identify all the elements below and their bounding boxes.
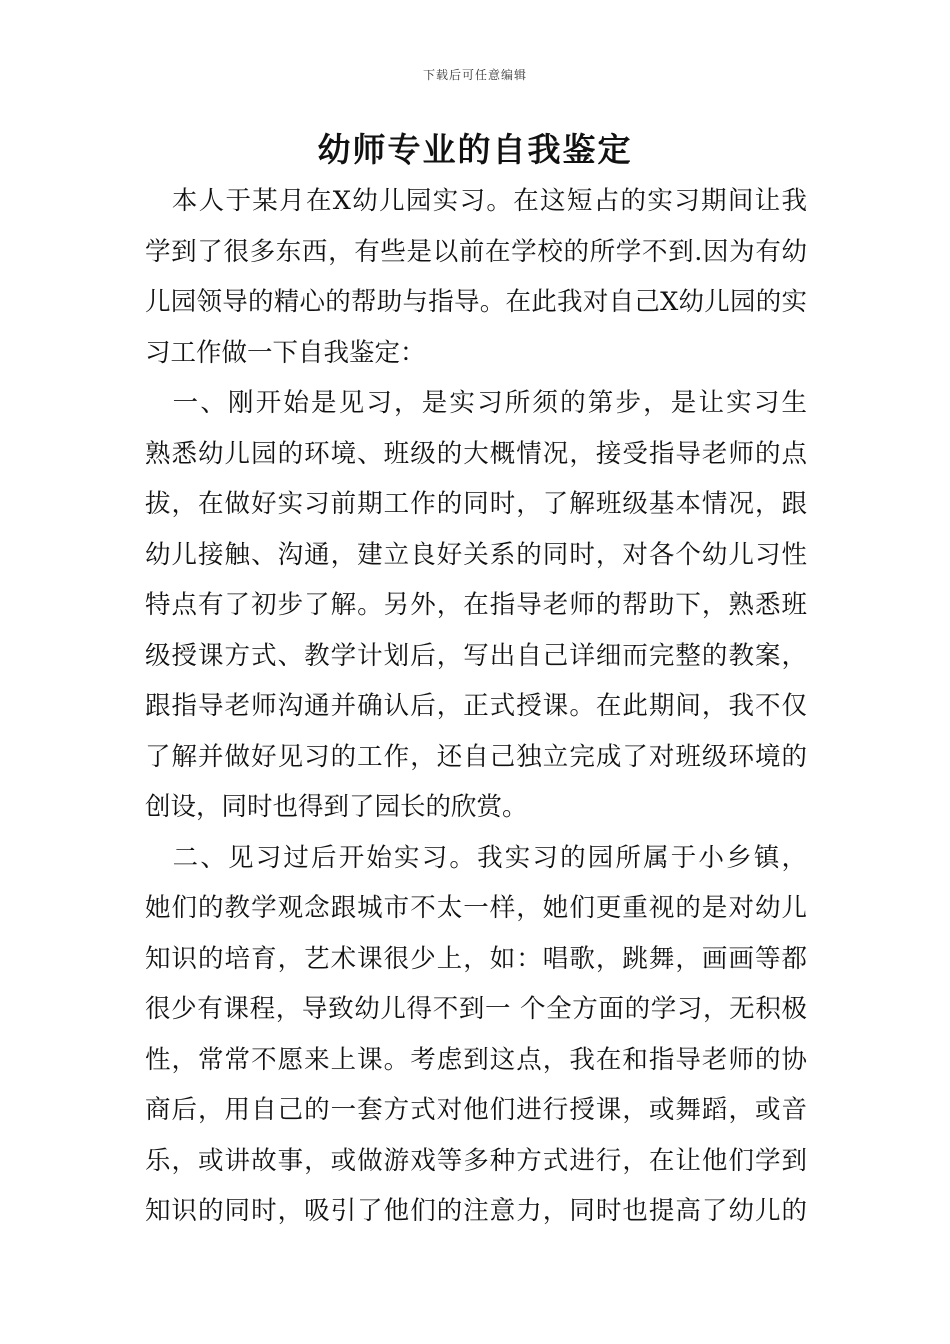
page-title: 幼师专业的自我鉴定 [317, 130, 633, 169]
text-line: 很少有课程，导致幼儿得不到一 个全方面的学习，无积极 [145, 994, 807, 1024]
text-line: 学到了很多东西，有些是以前在学校的所学不到.因为有幼 [145, 236, 807, 267]
text-line: 了解并做好见习的工作，还自己独立完成了对班级环境的 [145, 741, 807, 772]
text-line: 二、见习过后开始实习。我实习的园所属于小乡镇， [145, 842, 807, 873]
text-line: 跟指导老师沟通并确认后，正式授课。在此期间，我不仅 [145, 691, 807, 721]
text-line: 熟悉幼儿园的环境、班级的大概情况，接受指导老师的点 [145, 438, 807, 469]
text-line: 习工作做一下自我鉴定： [145, 337, 426, 368]
paragraph-3 [145, 833, 807, 1237]
text-line: 一、刚开始是见习，是实习所须的第步，是让实习生 [145, 388, 807, 418]
text-line: 创设，同时也得到了园长的欣赏。 [145, 792, 528, 822]
text-line: 特点有了初步了解。另外，在指导老师的帮助下，熟悉班 [145, 590, 807, 620]
text-line: 知识的同时，吸引了他们的注意力，同时也提高了幼儿的 [145, 1196, 807, 1226]
text-line: 乐，或讲故事，或做游戏等多种方式进行，在让他们学到 [145, 1145, 807, 1176]
text-line: 幼儿接触、沟通，建立良好关系的同时，对各个幼儿习性 [145, 539, 807, 570]
text-line: 她们的教学观念跟城市不太一样，她们更重视的是对幼儿 [145, 893, 807, 923]
paragraph-1 [145, 176, 807, 378]
text-line: 级授课方式、教学计划后，写出自己详细而完整的教案， [145, 640, 807, 671]
text-line: 拔，在做好实习前期工作的同时，了解班级基本情况，跟 [145, 489, 807, 519]
text-line: 本人于某月在X幼儿园实习。在这短占的实习期间让我 [145, 186, 807, 216]
document-body [145, 176, 807, 1237]
header-note: 下载后可任意编辑 [422, 68, 527, 82]
text-line: 商后，用自己的一套方式对他们进行授课，或舞蹈，或音 [145, 1095, 807, 1125]
text-line: 知识的培育，艺术课很少上，如：唱歌，跳舞，画画等都 [145, 943, 807, 974]
text-line: 儿园领导的精心的帮助与指导。在此我对自己X幼儿园的实 [145, 287, 807, 317]
paragraph-2 [145, 378, 807, 833]
text-line: 性，常常不愿来上课。考虑到这点，我在和指导老师的协 [145, 1044, 807, 1075]
